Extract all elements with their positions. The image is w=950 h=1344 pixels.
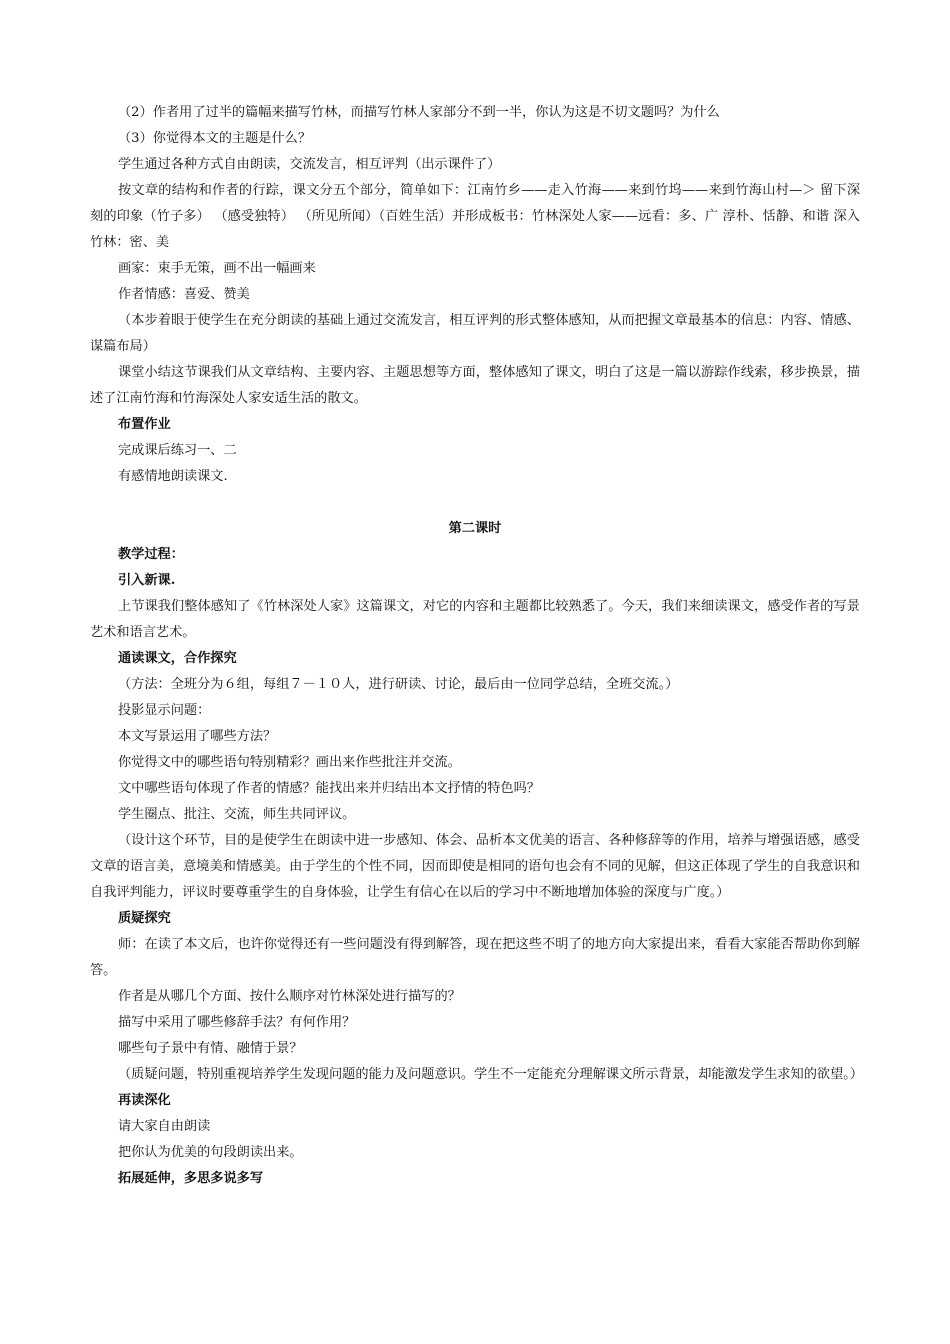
paragraph: 按文章的结构和作者的行踪，课文分五个部分，简单如下：江南竹乡——走入竹海——来到竹坞——来到竹海山村—＞ 留下深刻的印象（竹子多） （感受独特） （所见所闻）（百姓生活）并形成板书：竹林深处人家——远看：多、广 淳朴、恬静、和谐 深入竹林：密、美 xyxy=(90,183,860,250)
paragraph: 投影显示问题： xyxy=(118,703,211,718)
paragraph: 画家：束手无策，画不出一幅画来 xyxy=(118,261,316,276)
paragraph: （质疑问题，特别重视培养学生发现问题的能力及问题意识。学生不一定能充分理解课文所示背景，却能激发学生求知的欲望。） xyxy=(118,1067,864,1082)
section-heading: 拓展延伸，多思多说多写 xyxy=(118,1171,264,1186)
paragraph: 学生圈点、批注、交流，师生共同评议。 xyxy=(118,807,356,822)
paragraph: 本文写景运用了哪些方法？ xyxy=(118,729,277,744)
section-spacer xyxy=(90,490,860,516)
paragraph: 把你认为优美的句段朗读出来。 xyxy=(118,1145,303,1160)
lesson-one-section xyxy=(90,100,860,490)
paragraph: 上节课我们整体感知了《竹林深处人家》这篇课文，对它的内容和主题都比较熟悉了。今天，我们来细读课文，感受作者的写景艺术和语言艺术。 xyxy=(90,599,860,640)
section-heading: 再读深化 xyxy=(118,1093,171,1108)
paragraph: 有感情地朗读课文. xyxy=(118,469,228,484)
section-heading: 质疑探究 xyxy=(118,911,171,926)
paragraph: 描写中采用了哪些修辞手法？有何作用？ xyxy=(118,1015,356,1030)
lesson-two-section xyxy=(90,542,864,1192)
paragraph: （3）你觉得本文的主题是什么？ xyxy=(118,131,312,146)
paragraph: 完成课后练习一、二 xyxy=(118,443,237,458)
paragraph: 学生通过各种方式自由朗读，交流发言，相互评判（出示课件了） xyxy=(118,157,501,172)
document-body xyxy=(90,100,864,1192)
paragraph: 作者是从哪几个方面、按什么顺序对竹林深处进行描写的？ xyxy=(118,989,461,1004)
paragraph: 你觉得文中的哪些语句特别精彩？画出来作些批注并交流。 xyxy=(118,755,461,770)
paragraph: 师：在读了本文后，也许你觉得还有一些问题没有得到解答，现在把这些不明了的地方向大家提出来，看看大家能否帮助你到解答。 xyxy=(90,937,860,978)
paragraph: （本步着眼于使学生在充分朗读的基础上通过交流发言，相互评判的形式整体感知，从而把握文章最基本的信息：内容、情感、谋篇布局） xyxy=(90,313,860,354)
paragraph: 请大家自由朗读 xyxy=(118,1119,211,1134)
paragraph: 文中哪些语句体现了作者的情感？能找出来并归结出本文抒情的特色吗？ xyxy=(118,781,540,796)
paragraph: （设计这个环节，目的是使学生在朗读中进一步感知、体会、品析本文优美的语言、各种修辞等的作用，培养与增强语感，感受文章的语言美，意境美和情感美。由于学生的个性不同，因而即使是相同的语句也会有不同的见解，但这正体现了学生的自我意识和自我评判能力，评议时要尊重学生的自身体验，让学生有信心在以后的学习中不断地增加体验的深度与广度。） xyxy=(90,833,860,900)
section-heading: 引入新课. xyxy=(118,573,176,588)
section-title: 第二课时 xyxy=(448,521,502,536)
section-heading: 通读课文，合作探究 xyxy=(118,651,237,666)
section-heading: 教学过程： xyxy=(118,547,184,562)
paragraph: 作者情感：喜爱、赞美 xyxy=(118,287,250,302)
section-heading: 布置作业 xyxy=(118,417,171,432)
paragraph: （方法：全班分为６组，每组７－１０人，进行研读、讨论，最后由一位同学总结，全班交流。） xyxy=(118,677,679,692)
paragraph: 课堂小结这节课我们从文章结构、主要内容、主题思想等方面，整体感知了课文，明白了这是一篇以游踪作线索，移步换景，描述了江南竹海和竹海深处人家安适生活的散文。 xyxy=(90,365,860,406)
paragraph: 哪些句子景中有情、融情于景？ xyxy=(118,1041,303,1056)
paragraph: （2）作者用了过半的篇幅来描写竹林，而描写竹林人家部分不到一半，你认为这是不切文题吗？为什么 xyxy=(118,105,720,120)
